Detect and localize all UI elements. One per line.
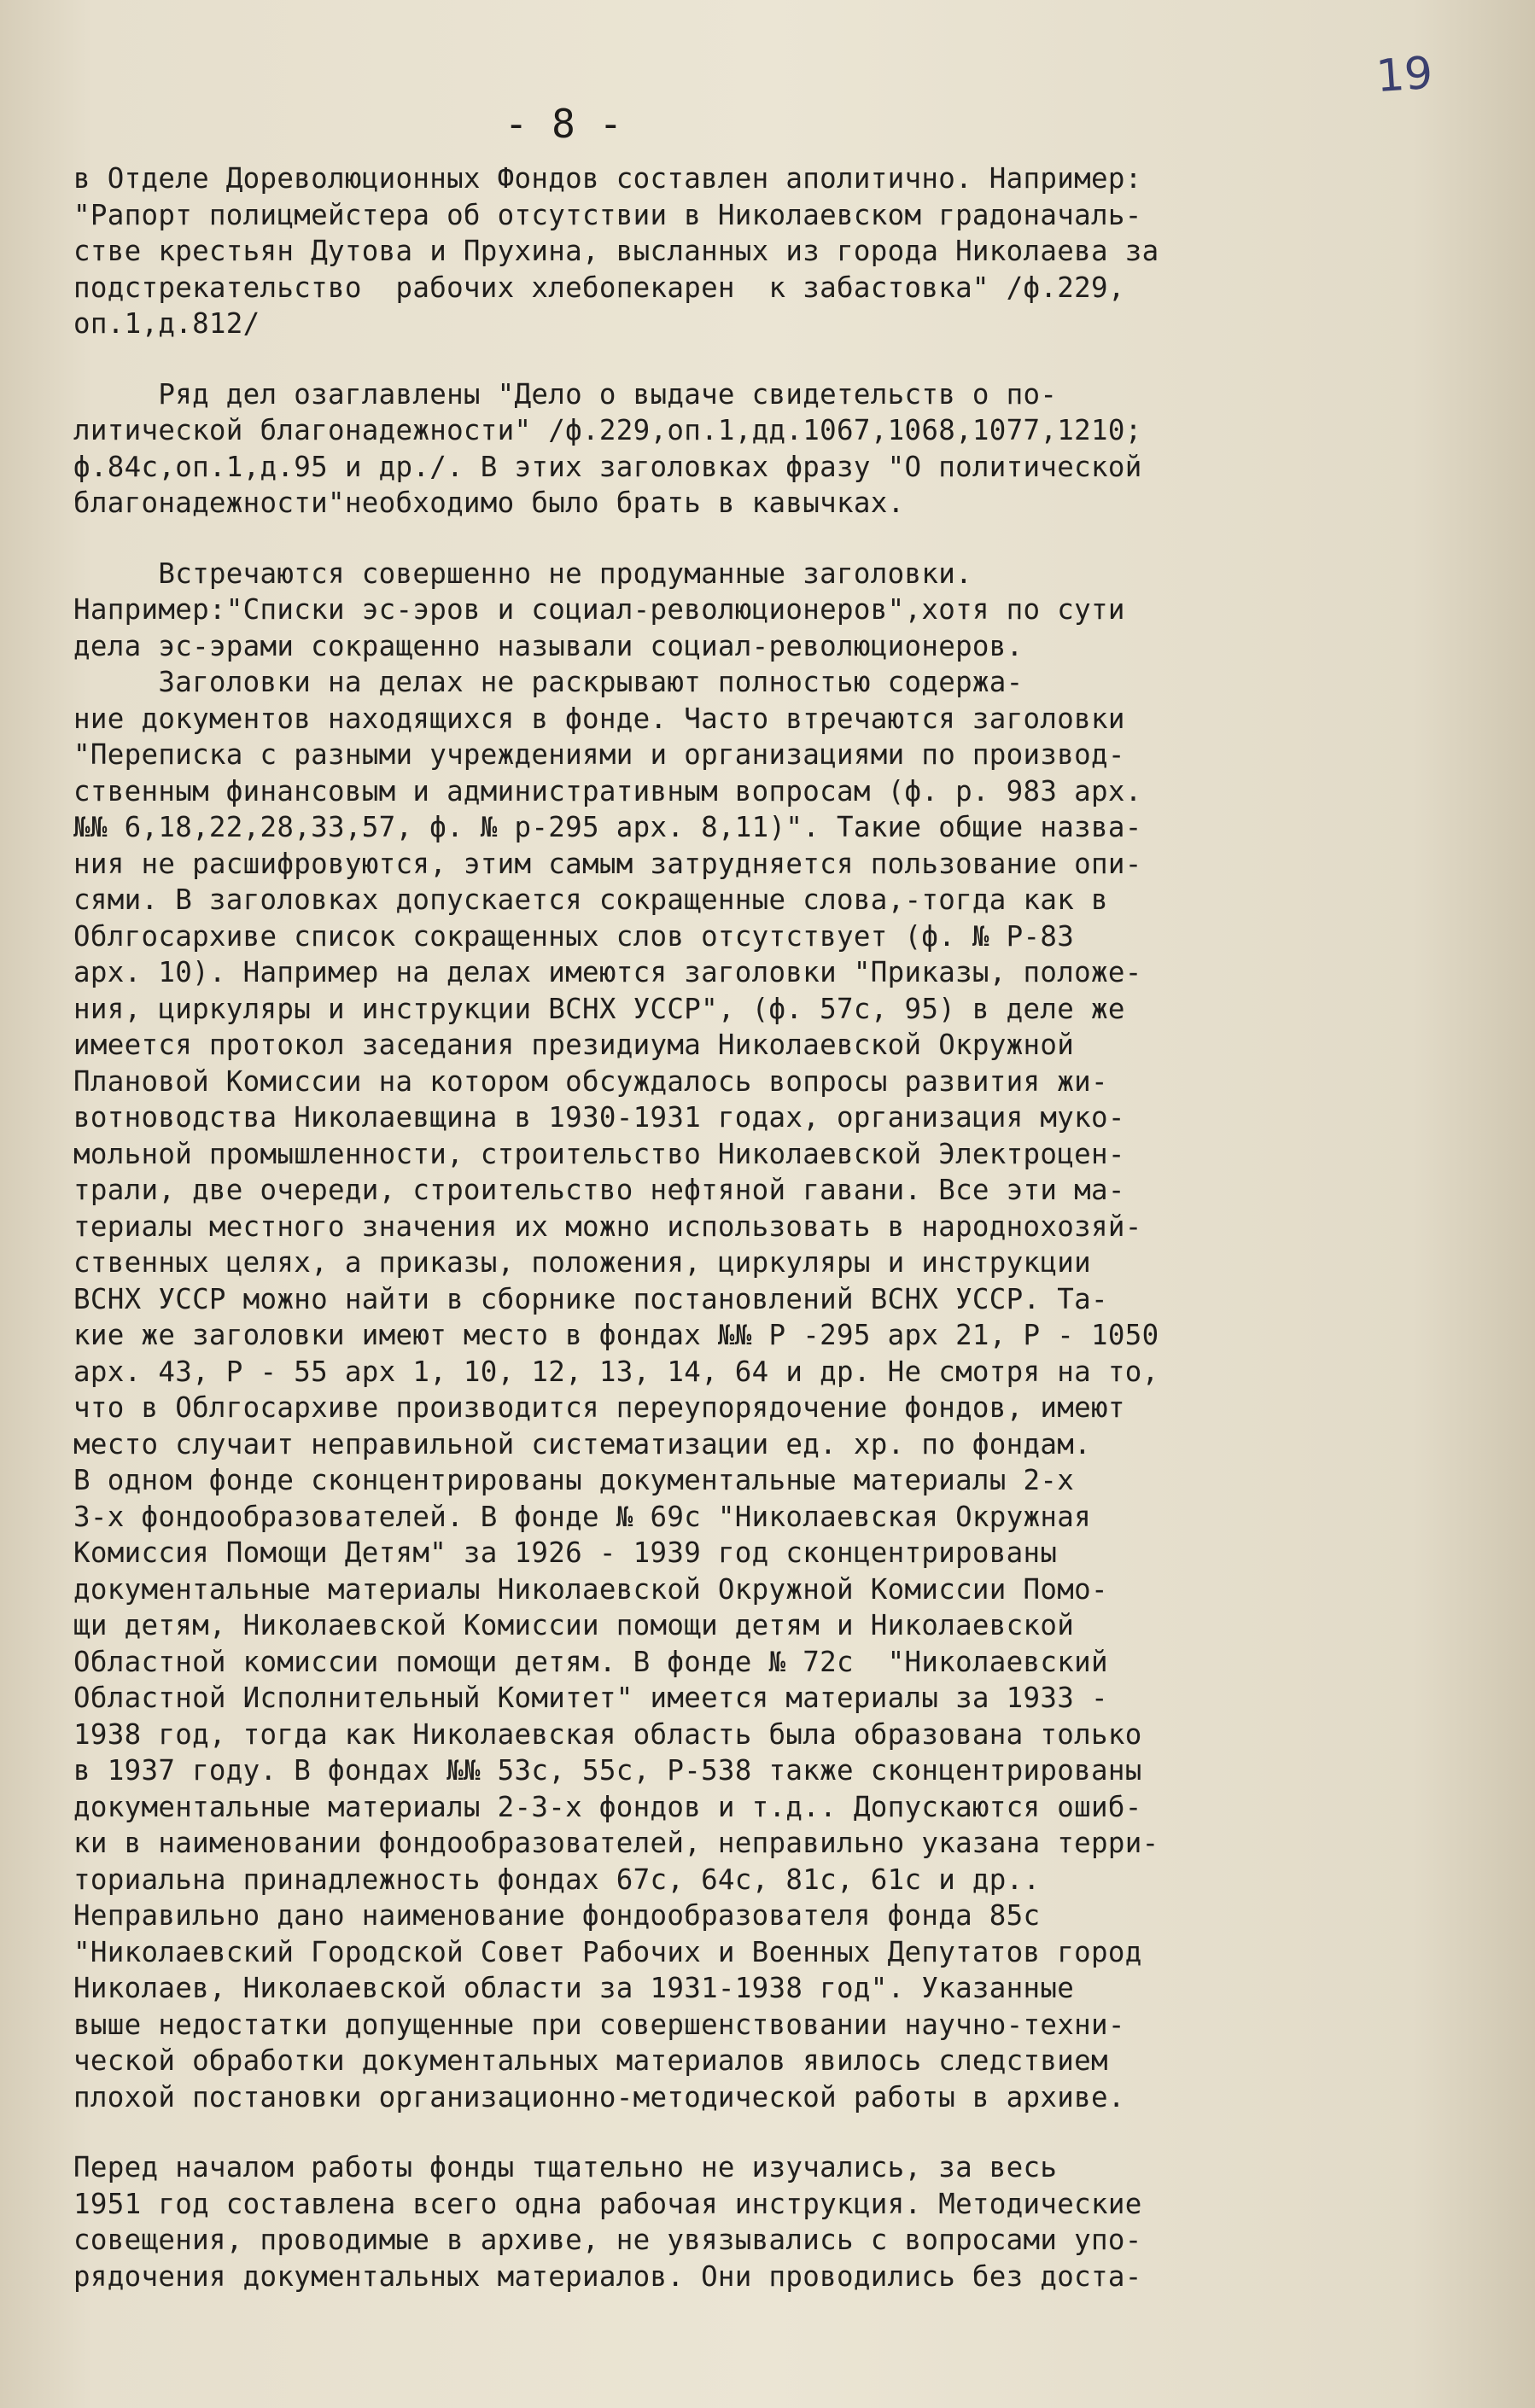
text-line: ния не расшифровуются, этим самым затрудняется пользование опи- — [73, 847, 1142, 880]
text-line: в Отделе Дореволюционных Фондов составлен аполитично. Например: — [73, 162, 1142, 195]
text-line: Например:"Списки эс-эров и социал-революционеров",хотя по сути — [73, 593, 1125, 626]
text-line: ки в наименовании фондообразователей, неправильно указана терри- — [73, 1827, 1159, 1859]
text-line: Комиссия Помощи Детям" за 1926 - 1939 год сконцентрированы — [73, 1536, 1058, 1569]
text-line: ния, циркуляры и инструкции ВСНХ УССР", (ф. 57с, 95) в деле же — [73, 992, 1125, 1025]
text-line: в 1937 году. В фондах №№ 53с, 55с, Р-538 также сконцентрированы — [73, 1754, 1142, 1787]
document-body — [73, 160, 1456, 2294]
folio-number: 19 — [1374, 47, 1435, 103]
text-line: ческой обработки документальных материалов явилось следствием — [73, 2044, 1108, 2077]
text-line: документальные материалы 2-3-х фондов и т.д.. Допускаются ошиб- — [73, 1790, 1142, 1823]
text-line: благонадежности"необходимо было брать в кавычках. — [73, 487, 905, 519]
text-line: 3-х фондообразователей. В фонде № 69с "Николаевская Окружная — [73, 1500, 1091, 1533]
text-line — [73, 2114, 1456, 2150]
text-line: выше недостатки допущенные при совершенствовании научно-техни- — [73, 2008, 1125, 2041]
blank-line — [73, 342, 1456, 376]
text-line: стве крестьян Дутова и Прухина, высланных из города Николаева за — [73, 235, 1159, 267]
text-line: ф.84с,оп.1,д.95 и др./. В этих заголовках фразу "О политической — [73, 450, 1142, 483]
page-number: - 8 - — [504, 101, 623, 147]
text-line: дела эс-эрами сокращенно называли социал-революционеров. — [73, 629, 1024, 662]
text-line: Плановой Комиссии на котором обсуждалось вопросы развития жи- — [73, 1064, 1108, 1098]
text-line: Заголовки на делах не раскрывают полностью содержа- — [73, 666, 1024, 698]
text-line: документальные материалы Николаевской Окружной Комиссии Помо- — [73, 1572, 1108, 1606]
text-line: ние документов находящихся в фонде. Часто втречаются заголовки — [73, 702, 1125, 735]
text-line: №№ 6,18,22,28,33,57, ф. № р-295 арх. 8,11)". Такие общие назва- — [73, 811, 1142, 843]
text-line: Перед началом работы фонды тщательно не изучались, за весь — [73, 2151, 1058, 2184]
text-line: Областной Исполнительный Комитет" имеется материалы за 1933 - — [73, 1682, 1108, 1714]
text-line: совещения, проводимые в архиве, не увязывались с вопросами упо- — [73, 2224, 1142, 2256]
text-line: вотноводства Николаевщина в 1930-1931 годах, организация муко- — [73, 1101, 1125, 1134]
text-line: ВСНХ УССР можно найти в сборнике постановлений ВСНХ УССР. Та- — [73, 1282, 1108, 1315]
text-line: ториальна принадлежность фондах 67с, 64с, 81с, 61с и др.. — [73, 1863, 1041, 1896]
text-line: "Николаевский Городской Совет Рабочих и Военных Депутатов город — [73, 1935, 1142, 1968]
text-line: арх. 10). Например на делах имеются заголовки "Приказы, положе- — [73, 956, 1142, 988]
text-line: трали, две очереди, строительство нефтяной гавани. Все эти ма- — [73, 1174, 1125, 1206]
text-line: оп.1,д.812/ — [73, 307, 260, 340]
text-line: Областной комиссии помощи детям. В фонде № 72с "Николаевский — [73, 1645, 1108, 1678]
text-line: Облгосархиве список сокращенных слов отсутствует (ф. № Р-83 — [73, 919, 1075, 953]
text-line: "Рапорт полицмейстера об отсутствии в Николаевском градоначаль- — [73, 198, 1142, 231]
text-line: Николаев, Николаевской области за 1931-1938 год". Указанные — [73, 1972, 1075, 2004]
text-line: место случаит неправильной систематизации ед. хр. по фондам. — [73, 1427, 1091, 1461]
text-line: подстрекательство рабочих хлебопекарен к забастовка" /ф.229, — [73, 271, 1125, 304]
text-line: териалы местного значения их можно использовать в народнохозяй- — [73, 1210, 1142, 1243]
text-line: кие же заголовки имеют место в фондах №№ Р -295 арх 21, Р - 1050 — [73, 1319, 1159, 1351]
text-line: что в Облгосархиве производится переупорядочение фондов, имеют — [73, 1391, 1125, 1424]
blank-line: плохой постановки организационно-методической работы в архиве. — [73, 2080, 1125, 2114]
text-line: арх. 43, Р - 55 арх 1, 10, 12, 13, 14, 64 и др. Не смотря на то, — [73, 1355, 1159, 1388]
text-line: 1951 год составлена всего одна рабочая инструкция. Методические — [73, 2187, 1142, 2220]
text-line: В одном фонде сконцентрированы документальные материалы 2-х — [73, 1464, 1075, 1496]
blank-line — [73, 522, 1456, 556]
text-line: Неправильно дано наименование фондообразователя фонда 85с — [73, 1899, 1041, 1932]
text-line: щи детям, Николаевской Комиссии помощи детям и Николаевской — [73, 1609, 1075, 1641]
text-line: литической благонадежности" /ф.229,оп.1,дд.1067,1068,1077,1210; — [73, 414, 1142, 446]
text-line: сями. В заголовках допускается сокращенные слова,-тогда как в — [73, 883, 1108, 916]
text-line: ственным финансовым и административным вопросам (ф. р. 983 арх. — [73, 774, 1142, 808]
text-line: мольной промышленности, строительство Николаевской Электроцен- — [73, 1137, 1125, 1170]
text-line: 1938 год, тогда как Николаевская область была образована только — [73, 1717, 1142, 1751]
text-line: имеется протокол заседания президиума Николаевской Окружной — [73, 1029, 1075, 1061]
text-line: ственных целях, а приказы, положения, циркуляры и инструкции — [73, 1246, 1091, 1279]
text-line: рядочения документальных материалов. Они проводились без доста- — [73, 2259, 1142, 2293]
text-line: "Переписка с разными учреждениями и организациями по производ- — [73, 738, 1125, 771]
text-line: Ряд дел озаглавлены "Дело о выдаче свидетельств о по- — [73, 377, 1058, 411]
text-line: Встречаются совершенно не продуманные заголовки. — [73, 557, 972, 590]
